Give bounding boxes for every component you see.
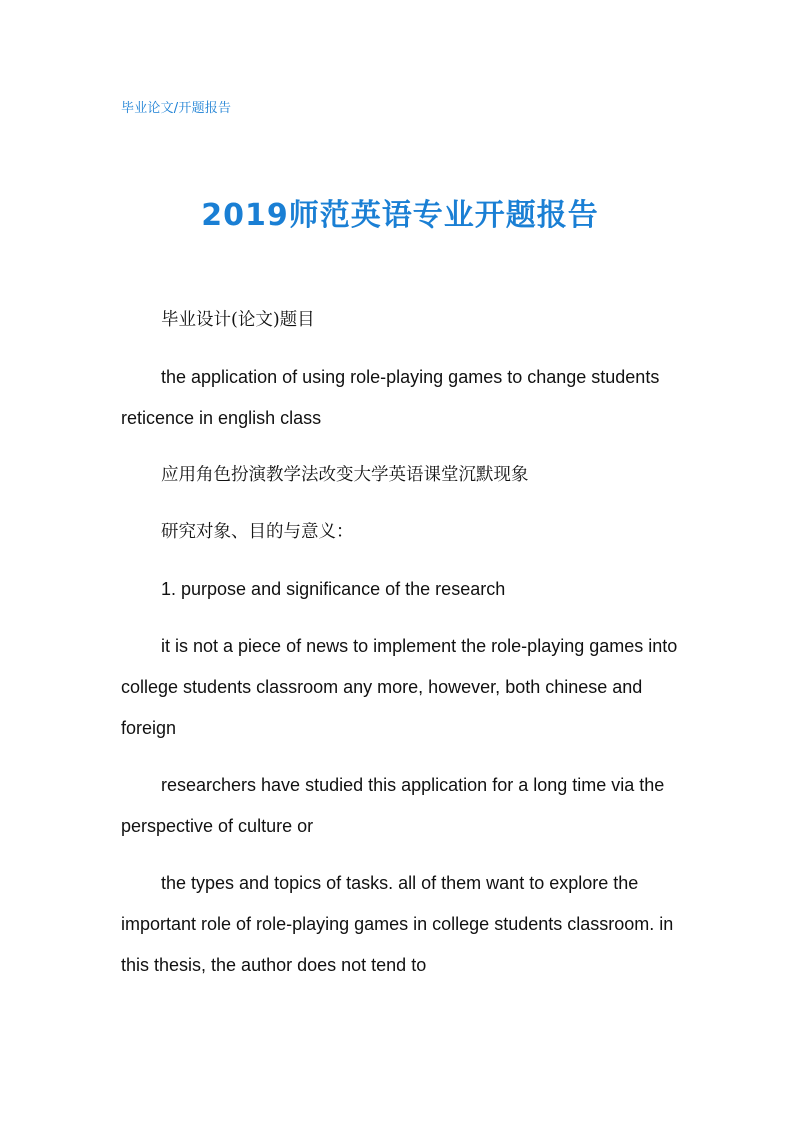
paragraph-body-1: it is not a piece of news to implement the role-playing games into college students classroom any more, however, both chinese and foreign (121, 636, 678, 738)
paragraph-research-heading: 研究对象、目的与意义： (161, 522, 354, 542)
paragraph-body-3: the types and topics of tasks. all of them want to explore the important role of role-playing games in college students classroom. in this thesis, the author does not tend to (121, 873, 674, 975)
page-title: 2019师范英语专业开题报告 (201, 198, 599, 233)
paragraph-thesis-title-cn: 应用角色扮演教学法改变大学英语课堂沉默现象 (161, 465, 529, 485)
paragraph-body-2: researchers have studied this application for a long time via the perspective of culture or (121, 775, 665, 836)
breadcrumb[interactable]: 毕业论文/开题报告 (121, 101, 232, 116)
document-body (121, 300, 681, 1002)
paragraph-thesis-label: 毕业设计(论文)题目 (161, 310, 315, 330)
paragraph-section-heading: 1. purpose and significance of the research (161, 579, 506, 599)
paragraph-thesis-title-en: the application of using role-playing games to change students reticence in english class (121, 367, 660, 428)
